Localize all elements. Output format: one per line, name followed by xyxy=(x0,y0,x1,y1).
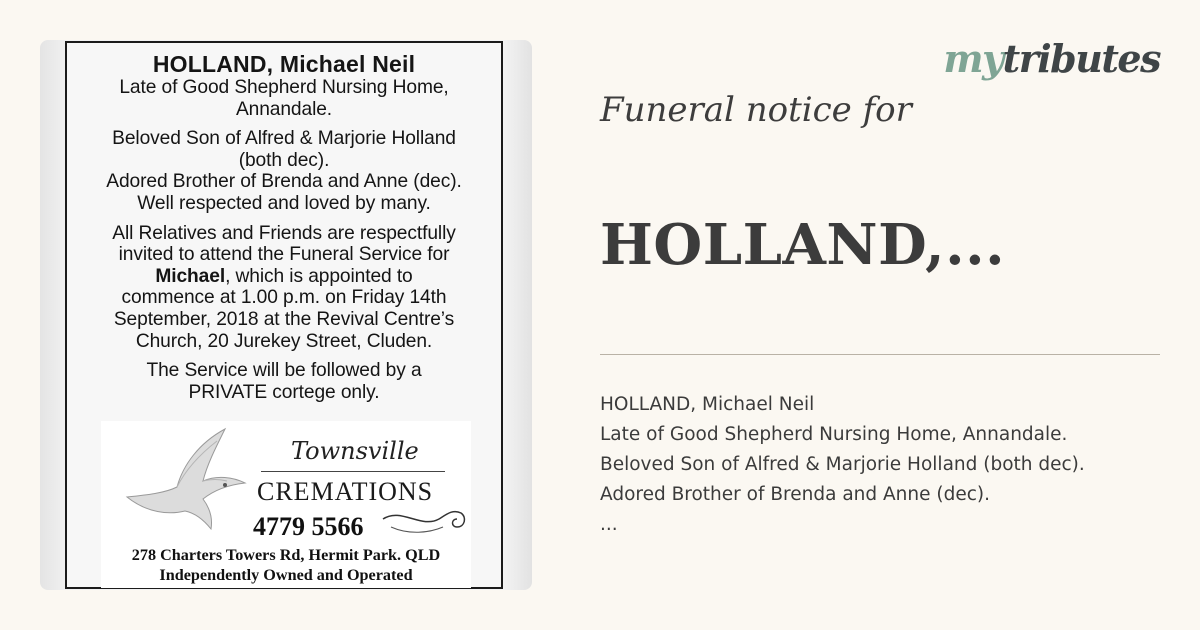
clipping-line: Beloved Son of Alfred & Marjorie Holland xyxy=(112,128,456,150)
clipping-line: The Service will be followed by a xyxy=(146,360,422,382)
deceased-name-heading: HOLLAND,... xyxy=(600,212,1006,278)
clipping-family xyxy=(77,128,491,214)
logo-tributes: tributes xyxy=(1002,36,1160,81)
clipping-line: (both dec). xyxy=(238,149,330,171)
dove-icon xyxy=(107,425,257,543)
advert-script-title: Townsville xyxy=(291,437,419,465)
clipping-cortege xyxy=(77,360,491,403)
cremations-advert xyxy=(101,421,471,588)
advert-business-name: CREMATIONS xyxy=(257,477,434,506)
notice-excerpt xyxy=(600,390,1100,540)
clipping-title: HOLLAND, Michael Neil xyxy=(152,51,416,77)
clipping-line: September, 2018 at the Revival Centre’s xyxy=(113,308,455,330)
swirl-ornament-icon xyxy=(381,499,469,539)
mytributes-logo[interactable] xyxy=(943,36,1160,81)
clipping-line xyxy=(77,266,491,288)
clipping-line: PRIVATE cortege only. xyxy=(188,381,380,403)
clipping-line: Well respected and loved by many. xyxy=(137,192,431,214)
excerpt-line: HOLLAND, Michael Neil xyxy=(600,394,815,415)
clipping-line: Late of Good Shepherd Nursing Home, xyxy=(119,77,449,98)
advert-address xyxy=(101,545,471,585)
clipping-line: Adored Brother of Brenda and Anne (dec). xyxy=(106,171,462,193)
notice-subtitle: Funeral notice for xyxy=(600,90,912,130)
excerpt-line: Late of Good Shepherd Nursing Home, Annandale. xyxy=(600,424,1068,445)
advert-phone: 4779 5566 xyxy=(253,512,364,541)
excerpt-ellipsis: ... xyxy=(600,514,618,535)
excerpt-line: Adored Brother of Brenda and Anne (dec). xyxy=(600,484,990,505)
clipping-border xyxy=(65,41,503,589)
clipping-residence xyxy=(77,77,491,120)
clipping-line: commence at 1.00 p.m. on Friday 14th xyxy=(121,287,447,309)
clipping-line: Church, 20 Jurekey Street, Cluden. xyxy=(135,330,433,352)
advert-address-line: 278 Charters Towers Rd, Hermit Park. QLD xyxy=(131,546,441,564)
advert-tagline: Independently Owned and Operated xyxy=(159,566,413,584)
excerpt-line: Beloved Son of Alfred & Marjorie Holland (both dec). xyxy=(600,454,1085,475)
clipping-line-rest: , which is appointed to xyxy=(225,265,413,287)
clipping-line: All Relatives and Friends are respectfully xyxy=(112,222,456,244)
clipping-line: Annandale. xyxy=(235,98,333,120)
funeral-notice-clipping xyxy=(40,40,532,590)
logo-my: my xyxy=(943,36,1003,81)
clipping-line: invited to attend the Funeral Service for xyxy=(118,244,450,266)
advert-rule xyxy=(261,471,445,472)
clipping-service-details xyxy=(77,223,491,353)
clipping-bold-name: Michael xyxy=(155,265,226,287)
divider xyxy=(600,354,1160,355)
